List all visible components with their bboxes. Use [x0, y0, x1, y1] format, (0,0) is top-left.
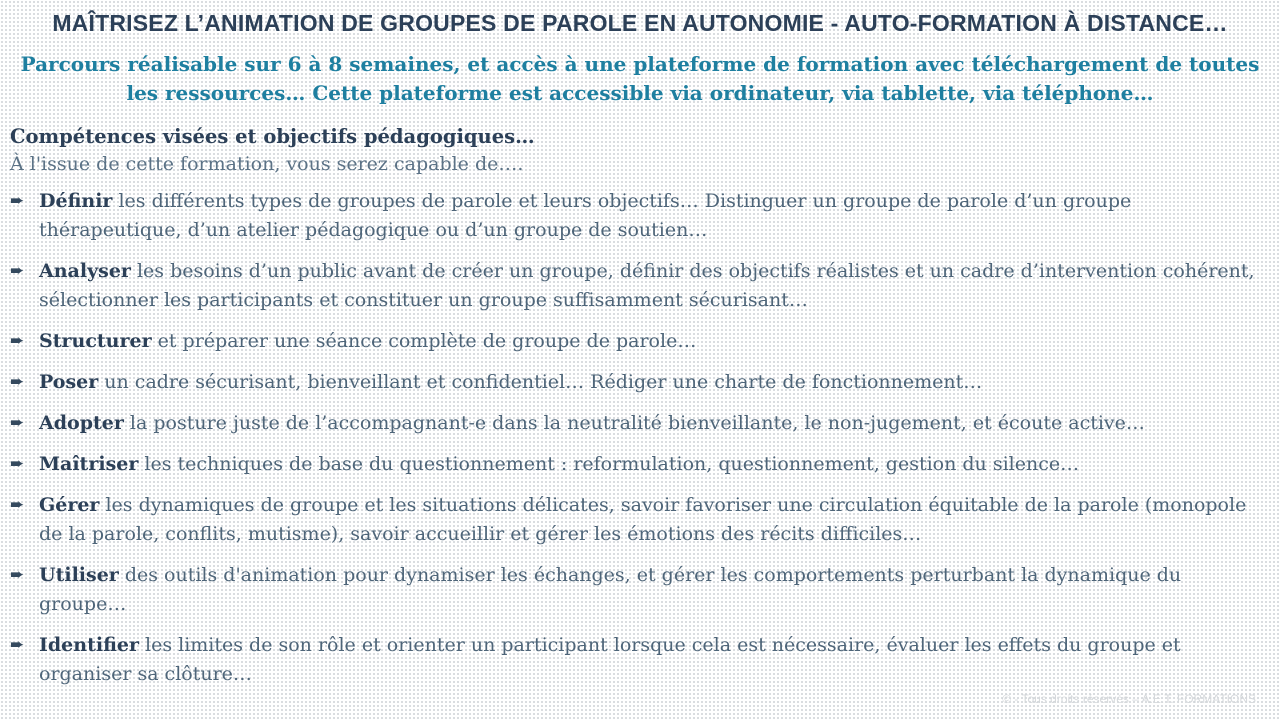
objective-text: des outils d'animation pour dynamiser les échanges, et gérer les comportements perturbant la dynamique du groupe…: [39, 564, 1182, 615]
objective-text: un cadre sécurisant, bienveillant et confidentiel… Rédiger une charte de fonctionnement…: [98, 371, 983, 393]
right-arrow-icon: ➨: [10, 331, 25, 351]
section-intro: À l'issue de cette formation, vous serez capable de….: [10, 153, 524, 175]
objective-item: [10, 409, 1260, 438]
objective-verb: Adopter: [39, 412, 124, 434]
objectives-section: [10, 122, 1260, 701]
objective-item: [10, 187, 1260, 245]
objective-verb: Utiliser: [39, 564, 119, 586]
objective-item: [10, 450, 1260, 479]
page-title: MAÎTRISEZ L’ANIMATION DE GROUPES DE PAROLE EN AUTONOMIE - AUTO-FORMATION À DISTANCE…: [52, 10, 1228, 36]
objective-item: [10, 491, 1260, 549]
copyright-notice: © - Tous droits réservés – A.E.T. FORMATIONS: [1002, 692, 1256, 706]
objective-text: la posture juste de l’accompagnant-e dans la neutralité bienveillante, le non-jugement, et écoute active…: [123, 412, 1145, 434]
right-arrow-icon: ➨: [10, 413, 25, 433]
objective-verb: Poser: [39, 371, 99, 393]
right-arrow-icon: ➨: [10, 565, 25, 585]
objective-item: [10, 257, 1260, 315]
right-arrow-icon: ➨: [10, 495, 25, 515]
right-arrow-icon: ➨: [10, 454, 25, 474]
objective-text: les dynamiques de groupe et les situations délicates, savoir favoriser une circulation équitable de la parole (monopole de la parole, conflits, mutisme), savoir accueillir et gérer les émotions des récits difficiles…: [39, 494, 1247, 545]
objectives-list: [10, 187, 1260, 689]
objective-item: [10, 368, 1260, 397]
objective-item: [10, 631, 1260, 689]
objective-text: les besoins d’un public avant de créer un groupe, définir des objectifs réalistes et un cadre d’intervention cohérent, sélectionner les participants et constituer un groupe suffisamment sécurisant…: [39, 260, 1255, 311]
objective-item: [10, 327, 1260, 356]
section-heading: Compétences visées et objectifs pédagogiques…: [10, 125, 535, 148]
objective-text: les différents types de groupes de parole et leurs objectifs… Distinguer un groupe de parole d’un groupe thérapeutique, d’un atelier pédagogique ou d’un groupe de soutien…: [39, 190, 1132, 241]
objective-verb: Définir: [39, 190, 113, 212]
right-arrow-icon: ➨: [10, 261, 25, 281]
objective-verb: Analyser: [39, 260, 131, 282]
objective-verb: Identifier: [39, 634, 139, 656]
objective-text: et préparer une séance complète de groupe de parole…: [151, 330, 697, 352]
objective-verb: Maîtriser: [39, 453, 139, 475]
objective-verb: Structurer: [39, 330, 152, 352]
objective-verb: Gérer: [39, 494, 100, 516]
right-arrow-icon: ➨: [10, 372, 25, 392]
right-arrow-icon: ➨: [10, 635, 25, 655]
objective-item: [10, 561, 1260, 619]
objective-text: les limites de son rôle et orienter un participant lorsque cela est nécessaire, évaluer les effets du groupe et organiser sa clôture…: [39, 634, 1181, 685]
objective-text: les techniques de base du questionnement : reformulation, questionnement, gestion du silence…: [138, 453, 1080, 475]
right-arrow-icon: ➨: [10, 191, 25, 211]
page-subtitle: Parcours réalisable sur 6 à 8 semaines, et accès à une plateforme de formation avec téléchargement de toutes les ressources… Cette plateforme est accessible via ordinateur, via tablette, via téléphone…: [20, 52, 1260, 105]
